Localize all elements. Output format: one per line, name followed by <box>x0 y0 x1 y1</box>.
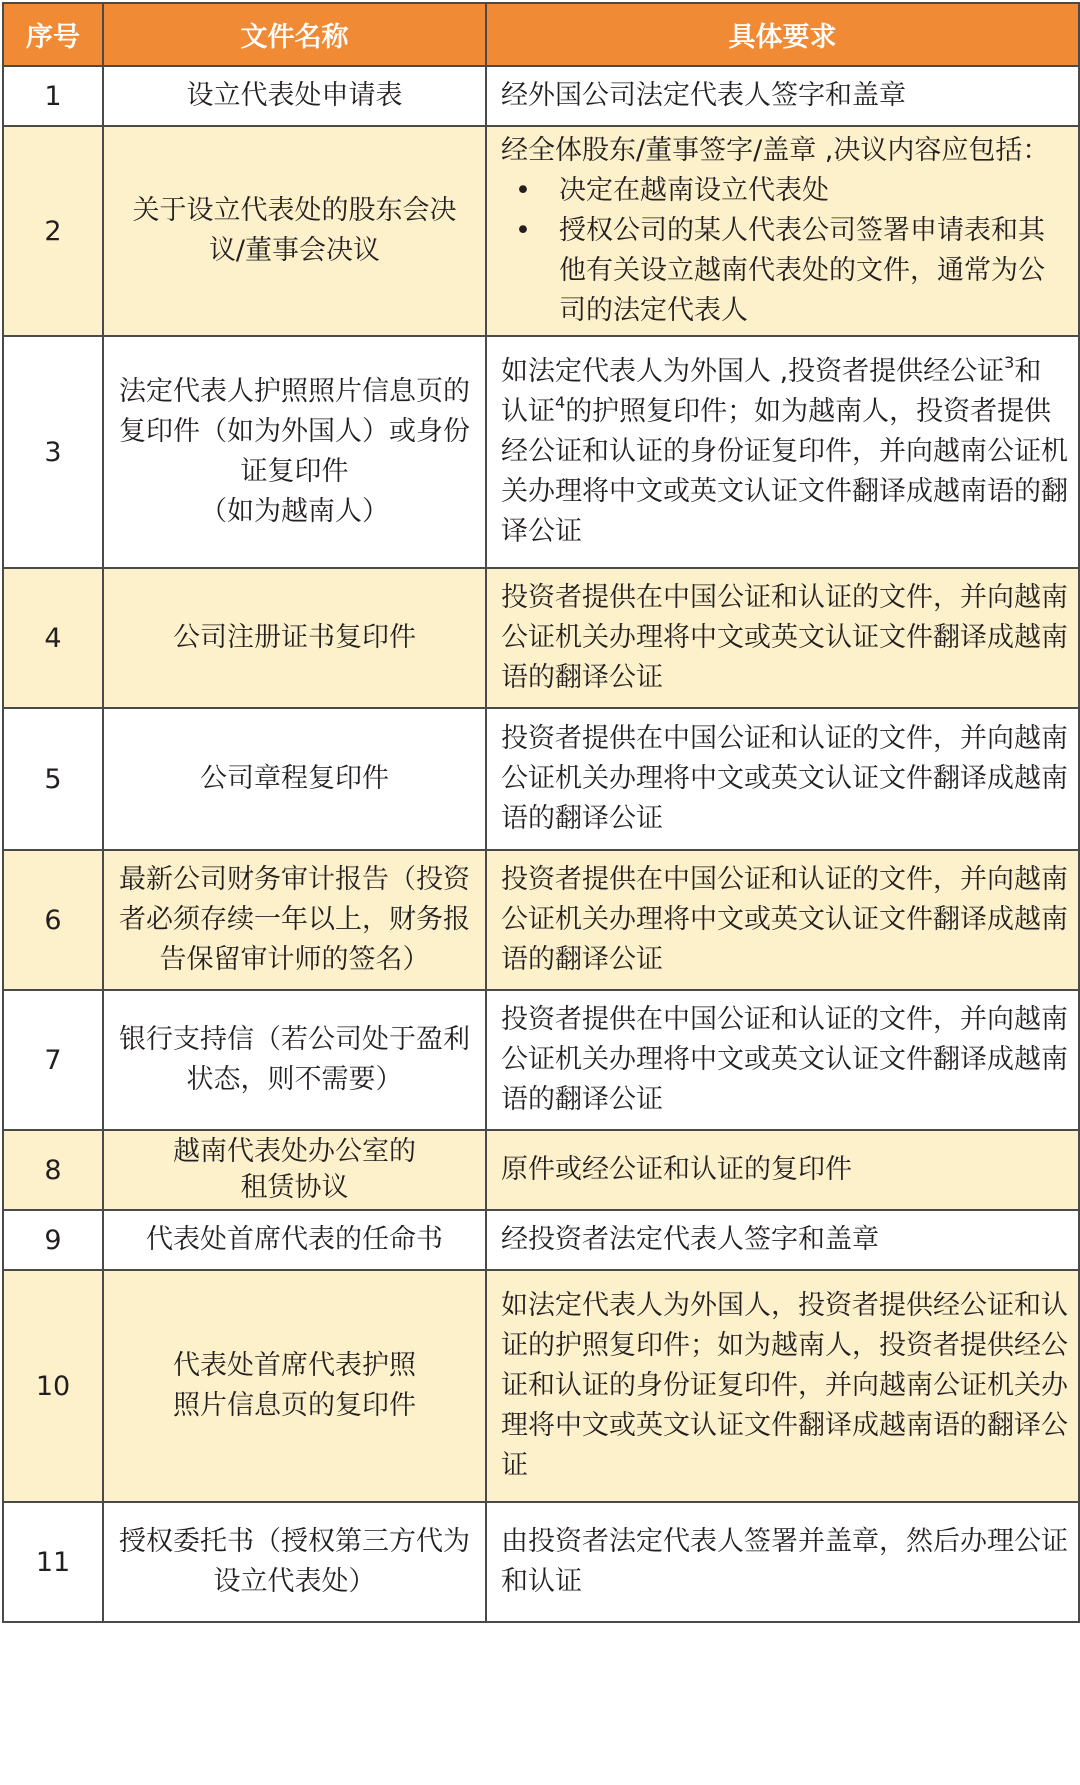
document-name: 最新公司财务审计报告（投资者必须存续一年以上，财务报告保留审计师的签名） <box>103 850 486 990</box>
table-header-row <box>3 3 1079 66</box>
row-number: 7 <box>3 990 103 1130</box>
row-number: 11 <box>3 1502 103 1622</box>
requirement: 经外国公司法定代表人签字和盖章 <box>486 66 1079 126</box>
table-row <box>3 708 1079 850</box>
table-row <box>3 336 1079 568</box>
footnote-ref: 3 <box>1004 353 1015 372</box>
row-number: 4 <box>3 568 103 708</box>
requirement: 投资者提供在中国公证和认证的文件，并向越南公证机关办理将中文或英文认证文件翻译成越南语的翻译公证 <box>486 850 1079 990</box>
requirement: 由投资者法定代表人签署并盖章，然后办理公证和认证 <box>486 1502 1079 1622</box>
row-number: 1 <box>3 66 103 126</box>
document-name: 关于设立代表处的股东会决议/董事会决议 <box>103 126 486 336</box>
requirements-table <box>2 2 1080 1623</box>
document-name-line: 租赁协议 <box>240 1172 349 1203</box>
document-name: 代表处首席代表的任命书 <box>103 1210 486 1270</box>
row-number: 10 <box>3 1270 103 1502</box>
table-row <box>3 568 1079 708</box>
bullet-list <box>501 171 1068 331</box>
list-item: • 授权公司的某人代表公司签署申请表和其他有关设立越南代表处的文件，通常为公司的法定代表人 <box>501 211 1068 331</box>
row-number: 8 <box>3 1130 103 1210</box>
table-row <box>3 850 1079 990</box>
header-req: 具体要求 <box>486 3 1079 66</box>
requirement-intro: 经全体股东/董事签字/盖章 ,决议内容应包括： <box>501 135 1050 166</box>
document-name: 公司章程复印件 <box>103 708 486 850</box>
document-name: 设立代表处申请表 <box>103 66 486 126</box>
header-no: 序号 <box>3 3 103 66</box>
requirement: 投资者提供在中国公证和认证的文件，并向越南公证机关办理将中文或英文认证文件翻译成越南语的翻译公证 <box>486 708 1079 850</box>
requirement-text: 和认证 <box>501 356 1042 427</box>
document-name <box>103 1270 486 1502</box>
requirement <box>486 336 1079 568</box>
table-row <box>3 990 1079 1130</box>
row-number: 9 <box>3 1210 103 1270</box>
table-row <box>3 126 1079 336</box>
document-name: 公司注册证书复印件 <box>103 568 486 708</box>
requirement: 如法定代表人为外国人，投资者提供经公证和认证的护照复印件；如为越南人，投资者提供经公证和认证的身份证复印件，并向越南公证机关办理将中文或英文认证文件翻译成越南语的翻译公证 <box>486 1270 1079 1502</box>
document-name: 银行支持信（若公司处于盈利状态，则不需要） <box>103 990 486 1130</box>
requirement-text: 的护照复印件；如为越南人，投资者提供经公证和认证的身份证复印件，并向越南公证机关办理将中文或英文认证文件翻译成越南语的翻译公证 <box>501 396 1068 547</box>
row-number: 2 <box>3 126 103 336</box>
table-row <box>3 1502 1079 1622</box>
document-name-tail: （如为越南人） <box>200 496 389 527</box>
document-name-line: 越南代表处办公室的 <box>173 1136 416 1167</box>
list-item: • 决定在越南设立代表处 <box>501 171 1068 211</box>
requirement: 经投资者法定代表人签字和盖章 <box>486 1210 1079 1270</box>
document-name <box>103 336 486 568</box>
requirement: 投资者提供在中国公证和认证的文件，并向越南公证机关办理将中文或英文认证文件翻译成越南语的翻译公证 <box>486 568 1079 708</box>
row-number: 6 <box>3 850 103 990</box>
requirement-text: 如法定代表人为外国人 ,投资者提供经公证 <box>501 356 1005 387</box>
row-number: 5 <box>3 708 103 850</box>
document-name: 授权委托书（授权第三方代为设立代表处） <box>103 1502 486 1622</box>
table-row <box>3 1210 1079 1270</box>
document-name <box>103 1130 486 1210</box>
table-row <box>3 1270 1079 1502</box>
requirement: 投资者提供在中国公证和认证的文件，并向越南公证机关办理将中文或英文认证文件翻译成越南语的翻译公证 <box>486 990 1079 1130</box>
document-name-line: 照片信息页的复印件 <box>173 1390 416 1421</box>
footnote-ref: 4 <box>555 393 566 412</box>
row-number: 3 <box>3 336 103 568</box>
document-name-main: 法定代表人护照照片信息页的复印件（如为外国人）或身份证复印件 <box>119 376 470 487</box>
document-name-line: 代表处首席代表护照 <box>173 1350 416 1381</box>
header-name: 文件名称 <box>103 3 486 66</box>
requirement: 原件或经公证和认证的复印件 <box>486 1130 1079 1210</box>
table-row <box>3 66 1079 126</box>
requirement <box>486 126 1079 336</box>
table-row <box>3 1130 1079 1210</box>
